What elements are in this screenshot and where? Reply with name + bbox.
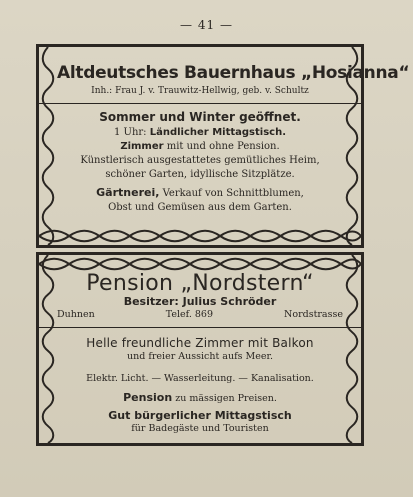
ad-nordstern-phone: Telef. 869	[165, 309, 213, 320]
ornament-border-bottom	[39, 229, 361, 243]
ad-nordstern-line-1: Helle freundliche Zimmer mit Balkon	[86, 336, 314, 350]
ad-hosianna-headline: Sommer und Winter geöffnet.	[99, 110, 301, 124]
ad-hosianna-content	[57, 63, 410, 215]
ad-hosianna-line-2	[57, 140, 343, 154]
ad-hosianna-line-1-bold: Ländlicher Mittagstisch.	[149, 127, 287, 138]
ad-hosianna-line-5-bold: Gärtnerei,	[96, 186, 160, 199]
ornament-border-left	[41, 47, 55, 245]
ad-nordstern-line-4-bold: Pension	[123, 391, 173, 404]
ad-nordstern-title: Pension „Nordstern“	[86, 271, 314, 296]
ornament-border-right	[345, 255, 359, 443]
ad-nordstern-line-4-rest: zu mässigen Preisen.	[175, 393, 277, 404]
ad-nordstern-owner: Besitzer: Julius Schröder	[123, 295, 277, 308]
divider	[39, 103, 361, 104]
ad-nordstern-street: Nordstrasse	[284, 309, 343, 320]
ad-hosianna-owner: Inh.: Frau J. v. Trauwitz-Hellwig, geb. v. Schultz	[91, 86, 309, 96]
ad-nordstern	[36, 252, 364, 446]
ad-hosianna-line-5-rest: Verkauf von Schnittblumen,	[162, 188, 304, 199]
ad-hosianna-line-4: schöner Garten, idyllische Sitzplätze.	[105, 169, 295, 180]
ad-nordstern-address	[57, 309, 343, 320]
ad-nordstern-line-4	[57, 391, 343, 406]
divider	[39, 327, 361, 328]
ad-nordstern-line-6: für Badegäste und Touristen	[131, 423, 269, 434]
ad-nordstern-line-5: Gut bürgerlicher Mittagstisch	[108, 409, 292, 422]
ad-nordstern-place: Duhnen	[57, 309, 95, 320]
ad-hosianna	[36, 44, 410, 248]
ad-hosianna-line-2-bold: Zimmer	[120, 141, 164, 152]
ad-hosianna-line-1-prefix: 1 Uhr:	[113, 127, 147, 138]
ad-hosianna-line-5	[57, 186, 343, 201]
ad-hosianna-line-3: Künstlerisch ausgestattetes gemütliches Heim,	[80, 155, 320, 166]
ornament-border-left	[41, 255, 55, 443]
page-number: — 41 —	[180, 18, 233, 32]
ad-nordstern-line-2: und freier Aussicht aufs Meer.	[127, 351, 273, 362]
ad-hosianna-title: Altdeutsches Bauernhaus „Hosianna“	[57, 63, 410, 83]
ad-nordstern-line-3: Elektr. Licht. — Wasserleitung. — Kanalisation.	[86, 373, 314, 384]
ad-hosianna-line-1	[57, 126, 343, 140]
ad-hosianna-line-2-rest: mit und ohne Pension.	[166, 141, 280, 152]
ad-nordstern-content	[57, 269, 343, 436]
ad-hosianna-line-6: Obst und Gemüsen aus dem Garten.	[108, 202, 292, 213]
